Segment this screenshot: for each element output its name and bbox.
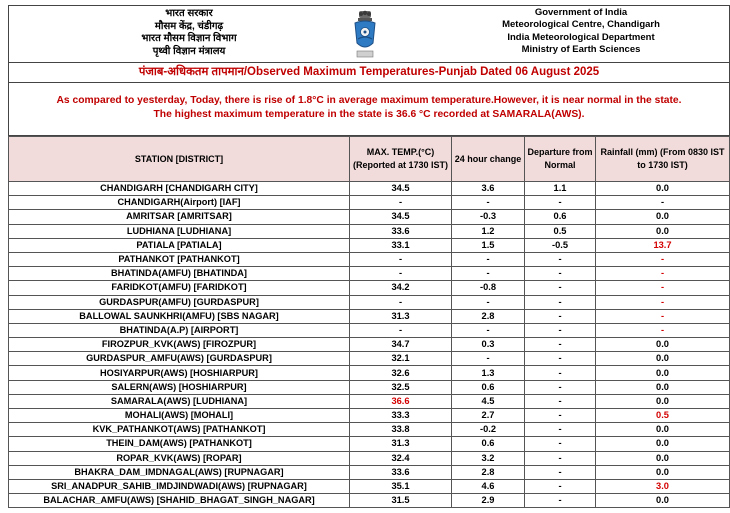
rainfall-cell: 0.0	[596, 224, 730, 238]
table-row	[9, 394, 730, 408]
rainfall-cell: 0.0	[596, 465, 730, 479]
change-cell: 3.2	[452, 451, 525, 465]
table-row	[9, 281, 730, 295]
header-line: Departure from	[527, 147, 593, 157]
station-cell: LUDHIANA [LUDHIANA]	[9, 224, 350, 238]
rainfall-column-header	[596, 137, 730, 182]
change-cell: 0.6	[452, 380, 525, 394]
max-temp-cell: 34.5	[350, 210, 452, 224]
rainfall-cell: 0.0	[596, 451, 730, 465]
departure-cell: -	[525, 380, 596, 394]
table-row	[9, 323, 730, 337]
change-cell: 4.6	[452, 479, 525, 493]
station-cell: GURDASPUR_AMFU(AWS) [GURDASPUR]	[9, 352, 350, 366]
header-line: Rainfall (mm) (From 0830 IST	[600, 147, 725, 157]
departure-cell: -	[525, 409, 596, 423]
max-temp-cell: 34.2	[350, 281, 452, 295]
change-cell: 4.5	[452, 394, 525, 408]
rainfall-cell: 3.0	[596, 479, 730, 493]
rainfall-cell: 0.0	[596, 380, 730, 394]
change-cell: -	[452, 196, 525, 210]
departure-cell: -	[525, 252, 596, 266]
table-row	[9, 494, 730, 508]
departure-cell: 0.5	[525, 224, 596, 238]
max-temp-cell: 32.5	[350, 380, 452, 394]
departure-cell: -	[525, 196, 596, 210]
station-cell: ROPAR_KVK(AWS) [ROPAR]	[9, 451, 350, 465]
station-cell: HOSIYARPUR(AWS) [HOSHIARPUR]	[9, 366, 350, 380]
change-cell: -0.2	[452, 423, 525, 437]
max-temp-cell: 32.4	[350, 451, 452, 465]
station-cell: AMRITSAR [AMRITSAR]	[9, 210, 350, 224]
rainfall-cell: 0.0	[596, 394, 730, 408]
page-title: पंजाब-अधिकतम तापमान/Observed Maximum Temperatures-Punjab Dated 06 August 2025	[9, 63, 729, 83]
departure-cell: -	[525, 309, 596, 323]
table-row	[9, 210, 730, 224]
change-cell: -	[452, 352, 525, 366]
departure-cell: -	[525, 494, 596, 508]
change-cell: -	[452, 252, 525, 266]
table-row	[9, 182, 730, 196]
header-line: Normal	[544, 160, 576, 170]
station-cell: SRI_ANADPUR_SAHIB_IMDJINDWADI(AWS) [RUPNAGAR]	[9, 479, 350, 493]
change-cell: 1.2	[452, 224, 525, 238]
table-row	[9, 196, 730, 210]
table-row	[9, 309, 730, 323]
table-row	[9, 252, 730, 266]
bulletin-page	[8, 5, 730, 508]
hindi-line: पृथ्वी विज्ञान मंत्रालय	[152, 45, 226, 57]
english-line: India Meteorological Department	[507, 31, 655, 43]
summary-line: As compared to yesterday, Today, there is rise of 1.8°C in average maximum temperature.However, it is near normal in the state.	[56, 95, 682, 106]
departure-cell: -	[525, 437, 596, 451]
max-temp-cell: 34.5	[350, 182, 452, 196]
departure-cell: -	[525, 394, 596, 408]
table-row	[9, 437, 730, 451]
table-row	[9, 352, 730, 366]
rainfall-cell: 0.0	[596, 338, 730, 352]
bulletin-header	[9, 6, 729, 63]
change-cell: -	[452, 295, 525, 309]
departure-cell: -	[525, 366, 596, 380]
station-cell: FIROZPUR_KVK(AWS) [FIROZPUR]	[9, 338, 350, 352]
station-cell: BHATINDA(AMFU) [BHATINDA]	[9, 267, 350, 281]
max-temp-cell: 33.1	[350, 238, 452, 252]
english-line: Ministry of Earth Sciences	[521, 43, 641, 55]
max-temp-cell: 32.6	[350, 366, 452, 380]
rainfall-cell: 0.0	[596, 210, 730, 224]
rainfall-cell: 0.0	[596, 366, 730, 380]
english-line: Meteorological Centre, Chandigarh	[502, 19, 660, 31]
departure-cell: -	[525, 295, 596, 309]
header-line: (Reported at 1730 IST)	[352, 160, 449, 170]
table-row	[9, 409, 730, 423]
departure-cell: -	[525, 423, 596, 437]
departure-cell: -	[525, 323, 596, 337]
departure-cell: -	[525, 281, 596, 295]
table-row	[9, 295, 730, 309]
station-cell: FARIDKOT(AMFU) [FARIDKOT]	[9, 281, 350, 295]
change-cell: 2.8	[452, 465, 525, 479]
station-cell: MOHALI(AWS) [MOHALI]	[9, 409, 350, 423]
station-cell: BALLOWAL SAUNKHRI(AMFU) [SBS NAGAR]	[9, 309, 350, 323]
departure-cell: -	[525, 451, 596, 465]
station-cell: CHANDIGARH(Airport) [IAF]	[9, 196, 350, 210]
table-row	[9, 267, 730, 281]
change-cell: -	[452, 323, 525, 337]
station-cell: BHATINDA(A.P) [AIRPORT]	[9, 323, 350, 337]
station-cell: CHANDIGARH [CHANDIGARH CITY]	[9, 182, 350, 196]
station-cell: PATIALA [PATIALA]	[9, 238, 350, 252]
max-temp-cell: -	[350, 252, 452, 266]
rainfall-cell: -	[596, 267, 730, 281]
hindi-line: भारत मौसम विज्ञान विभाग	[141, 33, 237, 44]
max-temp-cell: 33.8	[350, 423, 452, 437]
table-body	[9, 182, 730, 508]
rainfall-cell: -	[596, 252, 730, 266]
change-cell: 2.8	[452, 309, 525, 323]
change-cell: -0.3	[452, 210, 525, 224]
change-cell: 2.9	[452, 494, 525, 508]
max-temp-cell: 33.3	[350, 409, 452, 423]
departure-cell: -	[525, 479, 596, 493]
departure-cell: 1.1	[525, 182, 596, 196]
change-cell: -0.8	[452, 281, 525, 295]
station-cell: BALACHAR_AMFU(AWS) [SHAHID_BHAGAT_SINGH_NAGAR]	[9, 494, 350, 508]
header-line: MAX. TEMP.(°C)	[366, 147, 435, 157]
change-cell: 0.3	[452, 338, 525, 352]
table-row	[9, 338, 730, 352]
table-row	[9, 224, 730, 238]
state-emblem-icon	[352, 9, 378, 59]
table-row	[9, 451, 730, 465]
table-row	[9, 238, 730, 252]
change-cell: 3.6	[452, 182, 525, 196]
max-temp-cell: -	[350, 323, 452, 337]
departure-column-header	[525, 137, 596, 182]
max-temp-cell: 31.3	[350, 309, 452, 323]
temperature-table	[8, 136, 730, 508]
station-cell: SALERN(AWS) [HOSHIARPUR]	[9, 380, 350, 394]
rainfall-cell: -	[596, 196, 730, 210]
station-cell: BHAKRA_DAM_IMDNAGAL(AWS) [RUPNAGAR]	[9, 465, 350, 479]
rainfall-cell: -	[596, 295, 730, 309]
summary-text	[9, 83, 729, 136]
max-temp-cell: 36.6	[350, 394, 452, 408]
max-temp-column-header	[350, 137, 452, 182]
departure-cell: 0.6	[525, 210, 596, 224]
table-row	[9, 380, 730, 394]
departure-cell: -	[525, 338, 596, 352]
station-cell: PATHANKOT [PATHANKOT]	[9, 252, 350, 266]
rainfall-cell: 0.0	[596, 437, 730, 451]
rainfall-cell: 0.0	[596, 352, 730, 366]
rainfall-cell: 13.7	[596, 238, 730, 252]
hindi-line: मौसम केंद्र, चंडीगढ़	[154, 20, 224, 32]
change-cell: -	[452, 267, 525, 281]
change-cell: 1.5	[452, 238, 525, 252]
change-cell: 1.3	[452, 366, 525, 380]
hindi-line: भारत सरकार	[165, 8, 213, 19]
station-column-header: STATION [DISTRICT]	[9, 137, 350, 182]
change-cell: 2.7	[452, 409, 525, 423]
max-temp-cell: 33.6	[350, 465, 452, 479]
departure-cell: -0.5	[525, 238, 596, 252]
max-temp-cell: 34.7	[350, 338, 452, 352]
max-temp-cell: -	[350, 267, 452, 281]
departure-cell: -	[525, 465, 596, 479]
station-cell: GURDASPUR(AMFU) [GURDASPUR]	[9, 295, 350, 309]
max-temp-cell: 32.1	[350, 352, 452, 366]
rainfall-cell: -	[596, 281, 730, 295]
rainfall-cell: 0.0	[596, 182, 730, 196]
max-temp-cell: 31.3	[350, 437, 452, 451]
max-temp-cell: -	[350, 196, 452, 210]
rainfall-cell: 0.5	[596, 409, 730, 423]
table-row	[9, 465, 730, 479]
rainfall-cell: 0.0	[596, 423, 730, 437]
departure-cell: -	[525, 267, 596, 281]
english-org-block	[501, 7, 661, 56]
departure-cell: -	[525, 352, 596, 366]
station-cell: THEIN_DAM(AWS) [PATHANKOT]	[9, 437, 350, 451]
english-line: Government of India	[534, 7, 628, 18]
station-cell: SAMARALA(AWS) [LUDHIANA]	[9, 394, 350, 408]
table-header-row	[9, 137, 730, 182]
table-row	[9, 479, 730, 493]
change-cell: 0.6	[452, 437, 525, 451]
table-row	[9, 366, 730, 380]
change-column-header: 24 hour change	[452, 137, 525, 182]
summary-line: The highest maximum temperature in the state is 36.6 °C recorded at SAMARALA(AWS).	[153, 109, 585, 120]
rainfall-cell: -	[596, 323, 730, 337]
max-temp-cell: 31.5	[350, 494, 452, 508]
rainfall-cell: 0.0	[596, 494, 730, 508]
max-temp-cell: 35.1	[350, 479, 452, 493]
rainfall-cell: -	[596, 309, 730, 323]
header-line: to 1730 IST)	[637, 160, 688, 170]
table-row	[9, 423, 730, 437]
station-cell: KVK_PATHANKOT(AWS) [PATHANKOT]	[9, 423, 350, 437]
hindi-org-block	[119, 8, 259, 58]
max-temp-cell: -	[350, 295, 452, 309]
max-temp-cell: 33.6	[350, 224, 452, 238]
